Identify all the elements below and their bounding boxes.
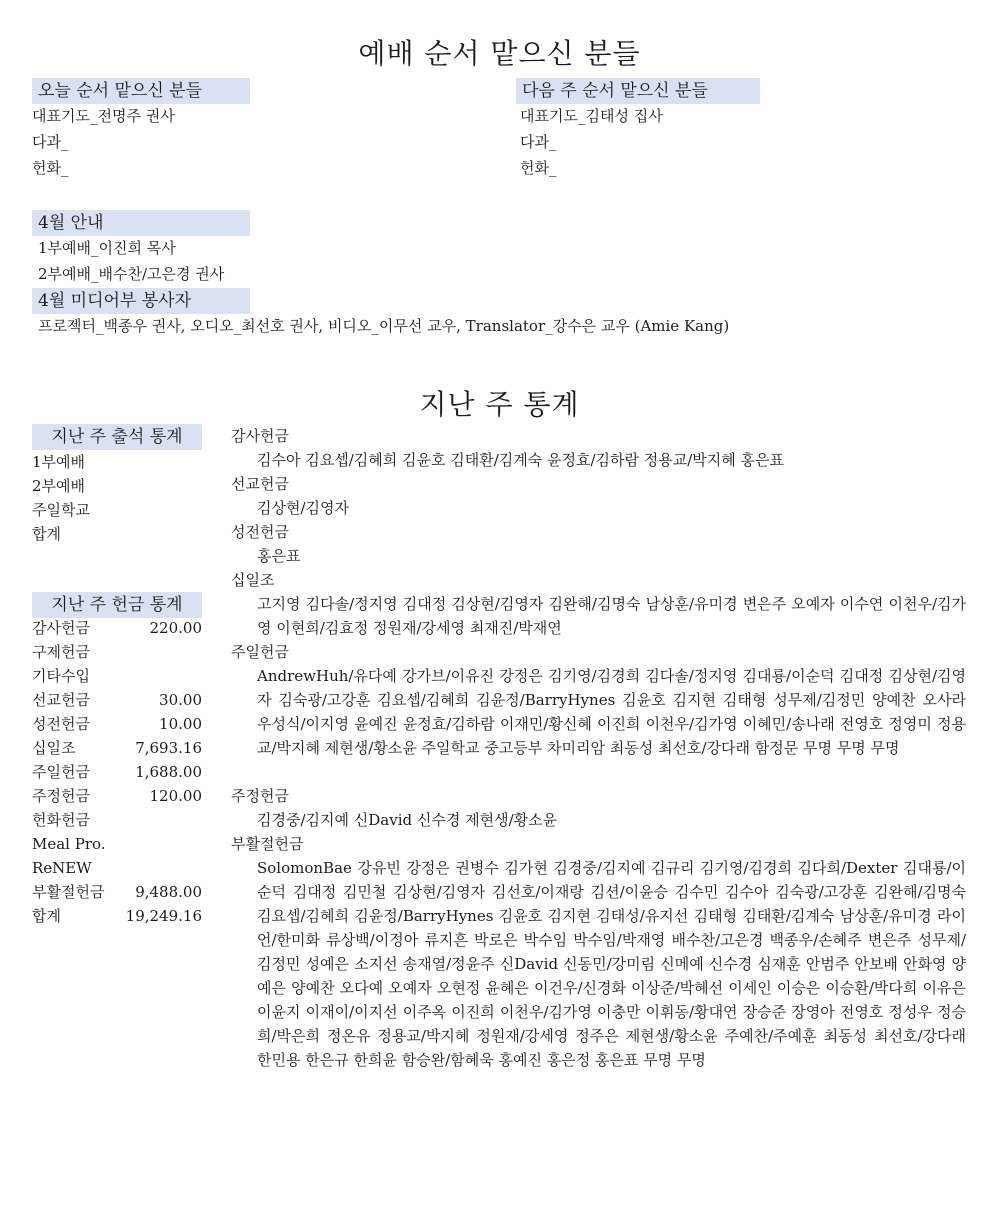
offering-label: 합계: [32, 907, 61, 925]
offering-list-weekly: [231, 784, 966, 832]
stats-title: 지난 주 통계: [419, 388, 580, 421]
offering-list-building: [231, 520, 966, 568]
page-title: 예배 순서 맡으신 분들: [358, 37, 641, 70]
offering-amount: 9,488.00: [135, 883, 202, 901]
offering-row: [32, 784, 202, 808]
april-notice-header: 4월 안내: [32, 210, 250, 236]
offering-label: 성전헌금: [32, 715, 90, 733]
offering-amount: 120.00: [149, 787, 202, 805]
offering-row: [32, 856, 202, 880]
offering-row: [32, 832, 202, 856]
attendance-label: 주일학교: [32, 501, 90, 519]
offering-row: [32, 736, 202, 760]
offering-amount: 1,688.00: [135, 763, 202, 781]
offering-label: 선교헌금: [32, 691, 90, 709]
offering-label: ReNEW: [32, 859, 92, 877]
media-volunteers-line: 프로젝터_백종우 권사, 오디오_최선호 권사, 비디오_이무선 교우, Translator_강수은 교우 (Amie Kang): [38, 317, 730, 335]
offering-row: [32, 616, 202, 640]
attendance-row: [32, 522, 202, 546]
offering-row: [32, 880, 202, 904]
attendance-row: [32, 474, 202, 498]
offering-amount: 7,693.16: [135, 739, 202, 757]
offering-stats-header: 지난 주 헌금 통계: [32, 592, 202, 618]
offering-names: 김상현/김영자: [257, 499, 349, 517]
offering-list-mission: [231, 472, 966, 520]
offering-category: 주정헌금: [231, 787, 289, 805]
offering-row: [32, 712, 202, 736]
offering-row: [32, 760, 202, 784]
attendance-label: 합계: [32, 525, 61, 543]
offering-category: 선교헌금: [231, 475, 289, 493]
attendance-label: 1부예배: [32, 453, 86, 471]
media-volunteers-header: 4월 미디어부 봉사자: [32, 288, 250, 314]
offering-label: 주일헌금: [32, 763, 90, 781]
offering-list-easter: [231, 832, 966, 1072]
offering-label: 구제헌금: [32, 643, 90, 661]
next-refreshment: 다과_: [520, 133, 557, 151]
offering-list-tithe: [231, 568, 966, 640]
today-refreshment: 다과_: [32, 133, 69, 151]
april-service-2: 2부예배_배수찬/고은경 권사: [38, 265, 225, 283]
offering-category: 성전헌금: [231, 523, 289, 541]
offering-label: 기타수입: [32, 667, 90, 685]
offering-row: [32, 904, 202, 928]
offering-amount: 19,249.16: [125, 907, 202, 925]
offering-amount: 10.00: [159, 715, 202, 733]
attendance-row: [32, 450, 202, 474]
offering-label: 감사헌금: [32, 619, 90, 637]
attendance-row: [32, 498, 202, 522]
offering-names: AndrewHuh/유다예 강가브/이유진 강정은 김기영/김경희 김다솔/정지영 김대룡/이순덕 김대정 김상현/김영자 김숙광/고강훈 김요셉/김혜희 김윤정/BarryHynes 김윤호 김지현 김태형 성무제/김정민 양예찬 오사라 우성식/이지영 윤예진 윤정효/김하람 이재민/황신혜 이진희 이천우/김가영 이혜민/송나래 전영호 정영미 정용교/박지혜 제현생/황소윤 주일학교 중고등부 차미리암 최동성 최선호/강다래 함정문 무명 무명 무명: [257, 667, 966, 757]
next-week-header: 다음 주 순서 맡으신 분들: [516, 78, 760, 104]
offering-amount: 220.00: [149, 619, 202, 637]
offering-names: 김수아 김요셉/김혜희 김윤호 김태환/김계숙 윤정효/김하람 정용교/박지혜 홍은표: [257, 451, 784, 469]
offering-category: 주일헌금: [231, 643, 289, 661]
offering-label: 부활절헌금: [32, 883, 105, 901]
offering-category: 감사헌금: [231, 427, 289, 445]
offering-row: [32, 808, 202, 832]
april-service-1: 1부예배_이진희 목사: [38, 239, 176, 257]
offering-list-sunday: [231, 640, 966, 760]
offering-label: 주정헌금: [32, 787, 90, 805]
offering-amount: 30.00: [159, 691, 202, 709]
today-header: 오늘 순서 맡으신 분들: [32, 78, 250, 104]
attendance-label: 2부예배: [32, 477, 86, 495]
offering-list-gratitude: [231, 424, 966, 472]
attendance-header: 지난 주 출석 통계: [32, 424, 202, 450]
offering-label: Meal Pro.: [32, 835, 106, 853]
offering-category: 십일조: [231, 571, 275, 589]
offering-row: [32, 664, 202, 688]
offering-row: [32, 688, 202, 712]
offering-names: 김경중/김지예 신David 신수경 제현생/황소윤: [257, 811, 558, 829]
next-prayer: 대표기도_김태성 집사: [520, 107, 663, 125]
offering-names: 고지영 김다솔/정지영 김대정 김상현/김영자 김완해/김명숙 남상훈/유미경 변은주 오예자 이수연 이천우/김가영 이현희/김효정 정원재/강세영 최재진/박재연: [257, 595, 966, 637]
today-flowers: 헌화_: [32, 159, 69, 177]
offering-names: 홍은표: [257, 547, 301, 565]
offering-row: [32, 640, 202, 664]
offering-label: 헌화헌금: [32, 811, 90, 829]
offering-names: SolomonBae 강유빈 강정은 권병수 김가현 김경중/김지예 김규리 김기영/김경희 김다희/Dexter 김대룡/이순덕 김대정 김민철 김상현/김영자 김선호/이재랑 김션/이윤승 김수민 김수아 김숙광/고강훈 김완해/김명숙 김요셉/김혜희 김윤정/BarryHynes 김윤호 김지현 김태성/유지선 김태형 김태환/김계숙 남상훈/유미경 라이언/한미화 류상백/이정아 류지흔 박로은 박수임 박수임/박재영 배수찬/고은경 백종우/손혜주 변은주 성무제/김정민 성예은 소지선 송재열/정윤주 신David 신동민/강미림 신메예 신수경 심재훈 안범주 안보배 안화영 양예은 양예찬 오다예 오예자 오현정 윤혜은 이건우/신경화 이상준/박혜선 이세인 이승은 이승환/박다희 이유은 이윤지 이재이/이지선 이주옥 이진희 이천우/김가영 이충만 이휘동/황대연 장승준 장영아 전영호 정성우 정승희/박은희 정온유 정용교/박지혜 정원재/강세영 정주은 제현생/황소윤 주예찬/주예훈 최동성 최선호/강다래 한민용 한은규 한희윤 함승완/함혜욱 홍예진 홍은정 홍은표 무명 무명: [257, 859, 966, 1069]
offering-category: 부활절헌금: [231, 835, 304, 853]
offering-label: 십일조: [32, 739, 76, 757]
today-prayer: 대표기도_전명주 권사: [32, 107, 175, 125]
next-flowers: 헌화_: [520, 159, 557, 177]
